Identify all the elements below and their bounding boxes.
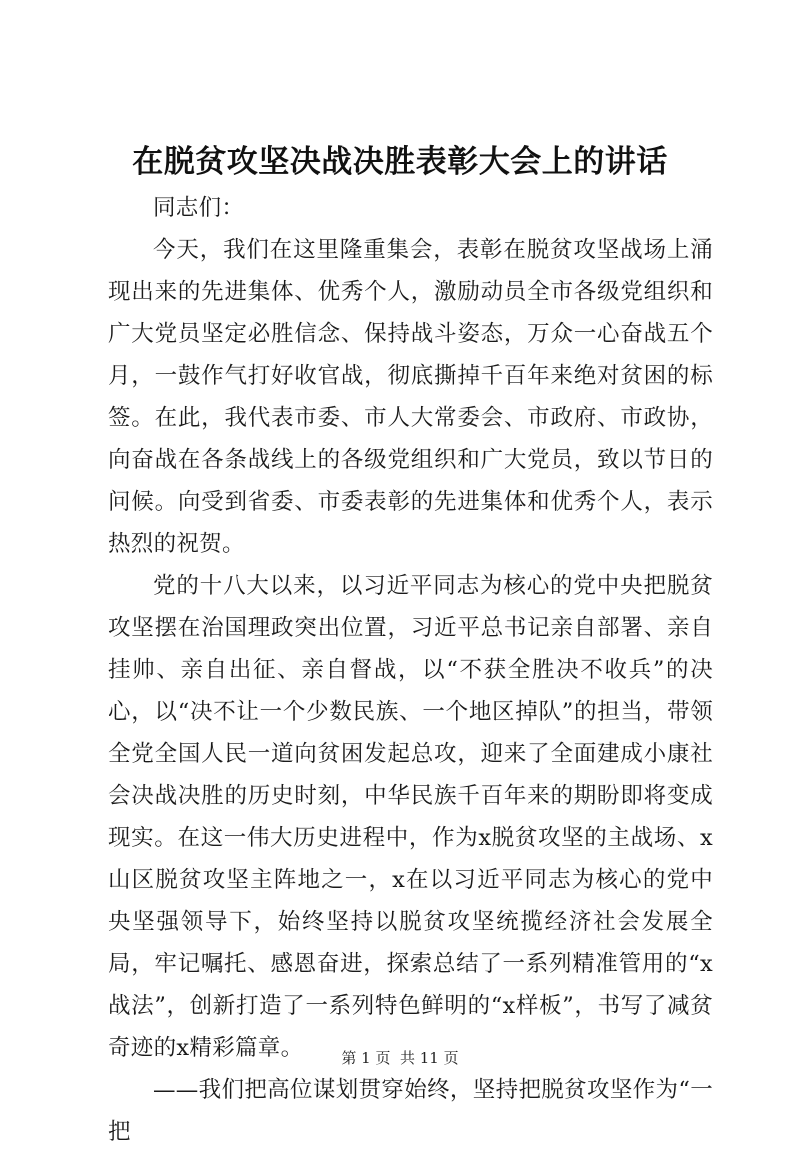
paragraph-1: 今天，我们在这里隆重集会，表彰在脱贫攻坚战场上涌现出来的先进集体、优秀个人，激励动员全市各级党组织和广大党员坚定必胜信念、保持战斗姿态，万众一心奋战五个月，一鼓作气打好收官战，彻底撕掉千百年来绝对贫困的标签。在此，我代表市委、市人大常委会、市政府、市政协，向奋战在各条战线上的各级党组织和广大党员，致以节日的问候。向受到省委、市委表彰的先进集体和优秀个人，表示热烈的祝贺。 [108, 237, 713, 557]
salutation: 同志们： [153, 195, 245, 221]
page-number-label: 第 1 页 共 11 页 [341, 1049, 459, 1067]
paragraph-3: ——我们把高位谋划贯穿始终，坚持把脱贫攻坚作为“一把 [108, 1077, 713, 1145]
document-body [108, 187, 713, 1153]
paragraph-2: 党的十八大以来，以习近平同志为核心的党中央把脱贫攻坚摆在治国理政突出位置，习近平总书记亲自部署、亲自挂帅、亲自出征、亲自督战，以“不获全胜决不收兵”的决心，以“决不让一个少数民族、一个地区掉队”的担当，带领全党全国人民一道向贫困发起总攻，迎来了全面建成小康社会决战决胜的历史时刻，中华民族千百年来的期盼即将变成现实。在这一伟大历史进程中，作为x脱贫攻坚的主战场、x山区脱贫攻坚主阵地之一，x在以习近平同志为核心的党中央坚强领导下，始终坚持以脱贫攻坚统揽经济社会发展全局，牢记嘱托、感恩奋进，探索总结了一系列精准管用的“x战法”，创新打造了一系列特色鲜明的“x样板”，书写了减贫奇迹的x精彩篇章。 [108, 573, 713, 1061]
page-footer [0, 1048, 800, 1068]
page-title: 在脱贫攻坚决战决胜表彰大会上的讲话 [132, 144, 668, 180]
